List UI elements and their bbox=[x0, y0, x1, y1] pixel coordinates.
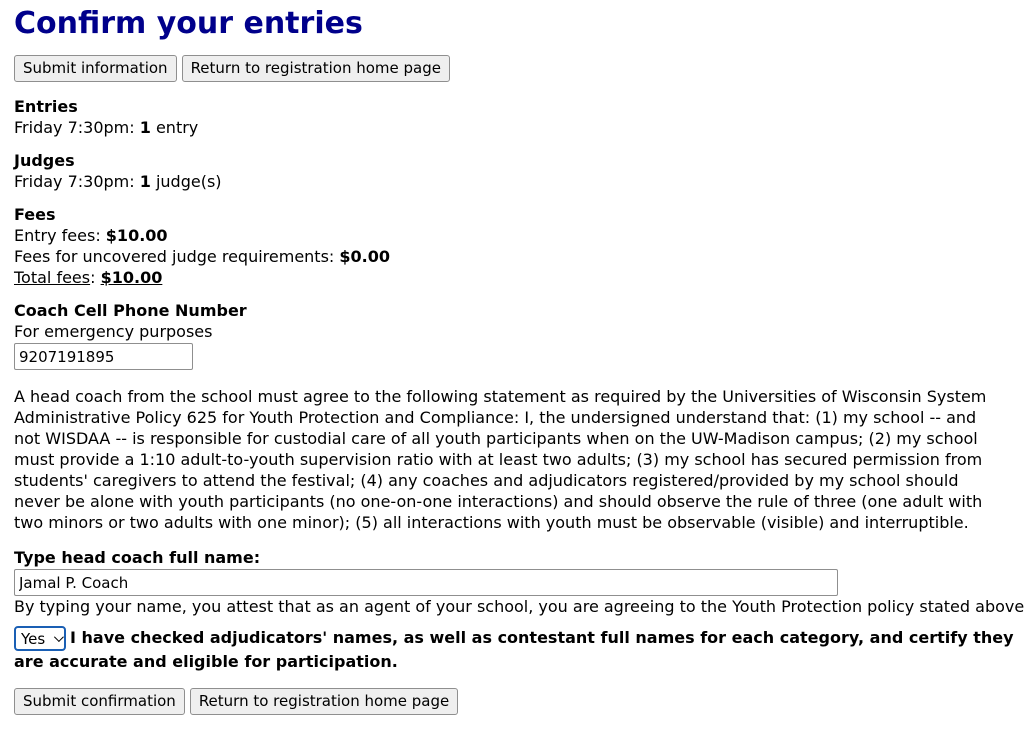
certify-text: I have checked adjudicators' names, as well as contestant full names for each category, and certify they are accurate and eligible for participation. bbox=[14, 628, 1014, 671]
total-fees-line bbox=[14, 267, 1010, 288]
judges-label: Friday 7:30pm: bbox=[14, 172, 140, 191]
entry-fees-line bbox=[14, 225, 1010, 246]
entries-heading: Entries bbox=[14, 97, 78, 116]
head-coach-name-input[interactable] bbox=[14, 569, 838, 596]
uncovered-fees-value: $0.00 bbox=[339, 247, 390, 266]
total-fees-label: Total fees bbox=[14, 268, 91, 287]
return-home-button-top[interactable]: Return to registration home page bbox=[182, 55, 450, 82]
total-fees-sep: : bbox=[90, 268, 101, 287]
head-coach-section bbox=[14, 547, 1024, 617]
youth-protection-statement: A head coach from the school must agree to the following statement as required by the Universities of Wisconsin System Administrative Policy 625 for Youth Protection and Compliance: I, the undersigned understand that: (1) my school -- and not WISDAA -- is responsible for custodial care of all youth participants when on the UW-Madison campus; (2) my school must provide a 1:10 adult-to-youth supervision ratio with at least two adults; (3) my school has secured permission from students' caregivers to attend the festival; (4) any coaches and adjudicators registered/provided by my school should never be alone with youth participants (no one-on-one interactions) and should observe the rule of three (one adult with two minors or two adults with one minor); (5) all interactions with youth must be observable (visible) and interruptible. bbox=[14, 387, 987, 532]
head-coach-attest-text: By typing your name, you attest that as an agent of your school, you are agreeing to the Youth Protection policy stated above bbox=[14, 597, 1024, 616]
entries-line bbox=[14, 117, 1010, 138]
submit-information-button[interactable]: Submit information bbox=[14, 55, 177, 82]
total-fees-value: $10.00 bbox=[100, 268, 163, 287]
uncovered-fees-line bbox=[14, 246, 1010, 267]
uncovered-fees-label: Fees for uncovered judge requirements: bbox=[14, 247, 340, 266]
entries-label: Friday 7:30pm: bbox=[14, 118, 140, 137]
judges-heading: Judges bbox=[14, 151, 75, 170]
certify-row bbox=[14, 626, 1014, 673]
chevron-down-icon bbox=[54, 632, 64, 642]
coach-phone-heading: Coach Cell Phone Number bbox=[14, 301, 247, 320]
coach-phone-subtext: For emergency purposes bbox=[14, 322, 213, 341]
entries-section bbox=[14, 96, 1010, 138]
fees-section bbox=[14, 204, 1010, 288]
certify-select[interactable] bbox=[14, 626, 66, 651]
bottom-button-row bbox=[14, 688, 1010, 716]
judges-line bbox=[14, 171, 1010, 192]
entry-fees-value: $10.00 bbox=[105, 226, 168, 245]
coach-phone-section bbox=[14, 300, 1010, 370]
entries-count: 1 bbox=[139, 118, 151, 137]
judges-unit: judge(s) bbox=[150, 172, 222, 191]
entry-fees-label: Entry fees: bbox=[14, 226, 106, 245]
top-button-row bbox=[14, 55, 1010, 83]
entries-unit: entry bbox=[150, 118, 199, 137]
coach-phone-input[interactable] bbox=[14, 343, 193, 370]
submit-confirmation-button[interactable]: Submit confirmation bbox=[14, 688, 185, 715]
return-home-button-bottom[interactable]: Return to registration home page bbox=[190, 688, 458, 715]
head-coach-heading: Type head coach full name: bbox=[14, 548, 261, 567]
judges-count: 1 bbox=[139, 172, 151, 191]
page-title: Confirm your entries bbox=[14, 6, 363, 41]
judges-section bbox=[14, 150, 1010, 192]
certify-select-value: Yes bbox=[21, 629, 46, 648]
fees-heading: Fees bbox=[14, 205, 56, 224]
